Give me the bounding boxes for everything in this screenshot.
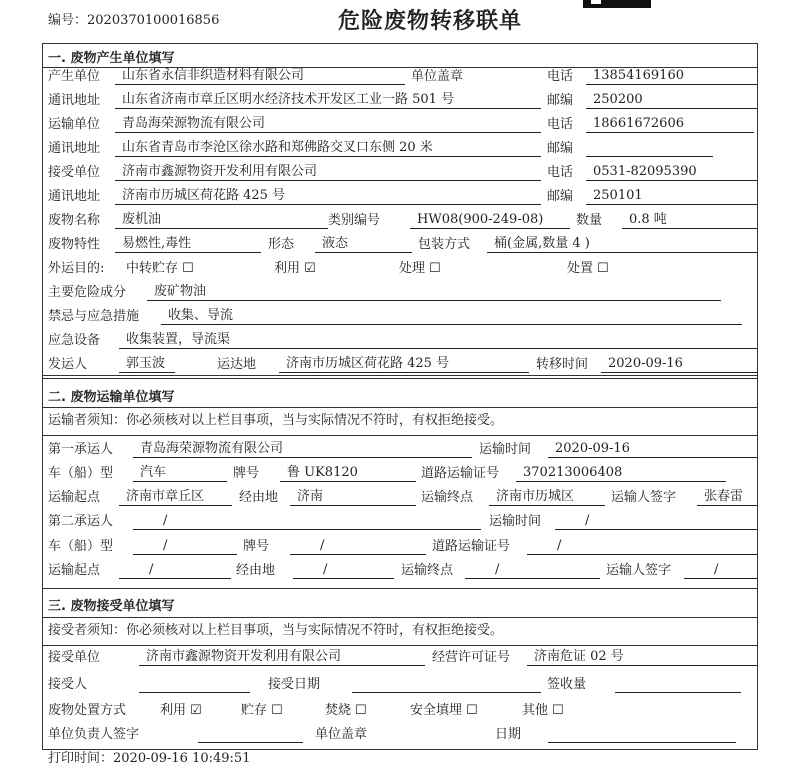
field-label: 单位盖章	[411, 69, 464, 84]
field-label: 通讯地址	[48, 189, 101, 204]
unchecked-box-icon[interactable]: ☐	[425, 261, 441, 276]
carrier-notice: 运输者须知：你必须核对以上栏目事项，当与实际情况不符时，有权拒绝接受。	[48, 413, 504, 428]
checked-box-icon[interactable]: ☑	[300, 261, 316, 276]
start2-field[interactable]: /	[119, 562, 231, 579]
section3-heading: 三. 废物接受单位填写	[48, 599, 175, 614]
field-label: 运输终点	[421, 490, 474, 505]
checkbox-label: 其他	[522, 703, 549, 718]
via2-field[interactable]: /	[293, 562, 394, 579]
checkbox-label: 焚烧	[325, 703, 352, 718]
section1-heading: 一. 废物产生单位填写	[48, 51, 175, 66]
divider	[42, 588, 758, 589]
field-label: 外运目的:	[48, 261, 105, 276]
plate2-field[interactable]: /	[290, 538, 426, 555]
checkbox-label: 处置	[567, 261, 594, 276]
receiver-postcode-field[interactable]: 250101	[586, 188, 757, 205]
field-label: 日期	[495, 727, 522, 742]
field-label: 运输人签字	[611, 490, 677, 505]
field-label: 运输人签字	[606, 563, 672, 578]
field-label: 运输时间	[489, 514, 542, 529]
field-label: 运输起点	[48, 563, 101, 578]
field-label: 邮编	[547, 189, 574, 204]
checkbox-option[interactable]	[241, 703, 283, 719]
vehicle1-field[interactable]: 汽车	[133, 465, 227, 482]
field-label: 车（船）型	[48, 466, 114, 481]
carrier-phone-field[interactable]: 18661672606	[586, 116, 754, 133]
transfer-time-field[interactable]: 2020-09-16	[601, 356, 757, 373]
unchecked-box-icon[interactable]: ☐	[548, 703, 564, 718]
field-label: 单位盖章	[315, 727, 368, 742]
divider	[42, 407, 758, 408]
field-label: 运输终点	[401, 563, 454, 578]
field-label: 类别编号	[328, 213, 381, 228]
field-label: 数量	[576, 213, 603, 228]
receiver-unit-field[interactable]: 济南市鑫源物资开发利用有限公司	[139, 649, 425, 666]
form-field[interactable]: 液态	[315, 236, 412, 253]
field-label: 电话	[547, 165, 574, 180]
unchecked-box-icon[interactable]: ☐	[178, 261, 194, 276]
waste-name-field[interactable]: 废机油	[115, 212, 328, 229]
sign-date-field[interactable]	[548, 726, 736, 743]
permit2-field[interactable]: /	[527, 538, 757, 555]
field-label: 牌号	[243, 539, 270, 554]
checkbox-label: 中转贮存	[126, 261, 179, 276]
field-label: 运达地	[217, 357, 257, 372]
qr-code	[583, 0, 651, 8]
carrier-postcode-field[interactable]	[586, 140, 713, 157]
quantity-field[interactable]: 0.8 吨	[622, 212, 757, 229]
carrier2-field[interactable]: /	[133, 513, 481, 530]
field-label: 运输单位	[48, 117, 101, 132]
field-label: 第二承运人	[48, 514, 114, 529]
end2-field[interactable]: /	[465, 562, 600, 579]
page-title: 危险废物转移联单	[338, 9, 523, 34]
field-label: 通讯地址	[48, 141, 101, 156]
checkbox-option[interactable]	[160, 703, 202, 719]
receiver-address-field[interactable]: 济南市历城区荷花路 425 号	[115, 188, 541, 205]
sign1-field[interactable]: 张春雷	[697, 489, 757, 506]
field-label: 电话	[547, 69, 574, 84]
receiver-person-field[interactable]	[139, 676, 250, 693]
field-label: 电话	[547, 117, 574, 132]
field-label: 车（船）型	[48, 539, 114, 554]
field-label: 禁忌与应急措施	[48, 309, 140, 324]
carrier-field[interactable]: 青岛海荣源物流有限公司	[115, 116, 541, 133]
checkbox-label: 安全填埋	[410, 703, 463, 718]
receiver-field[interactable]: 济南市鑫源物资开发利用有限公司	[115, 164, 541, 181]
unchecked-box-icon[interactable]: ☐	[462, 703, 478, 718]
checkbox-label: 利用	[160, 703, 187, 718]
field-label: 通讯地址	[48, 93, 101, 108]
section2-heading: 二. 废物运输单位填写	[48, 390, 175, 405]
unchecked-box-icon[interactable]: ☐	[267, 703, 283, 718]
field-label: 接受人	[48, 677, 88, 692]
field-label: 主要危险成分	[48, 285, 127, 300]
category-field[interactable]: HW08(900-249-08)	[410, 212, 570, 229]
time1-field[interactable]: 2020-09-16	[548, 441, 757, 458]
serial-number: 编号：2020370100016856	[48, 13, 220, 28]
field-label: 邮编	[547, 141, 574, 156]
checkbox-option[interactable]	[126, 261, 194, 277]
unchecked-box-icon[interactable]: ☐	[351, 703, 367, 718]
hazard-field[interactable]: 废矿物油	[147, 284, 721, 301]
sender-field[interactable]: 郭玉波	[119, 356, 175, 373]
field-label: 转移时间	[536, 357, 589, 372]
divider	[42, 378, 758, 379]
field-label: 牌号	[233, 466, 260, 481]
checked-box-icon[interactable]: ☑	[186, 703, 202, 718]
plate1-field[interactable]: 鲁 UK8120	[280, 465, 416, 482]
field-label: 接受日期	[268, 677, 321, 692]
field-label: 产生单位	[48, 69, 101, 84]
field-label: 废物名称	[48, 213, 101, 228]
field-label: 应急设备	[48, 333, 101, 348]
head-sign-field[interactable]	[198, 726, 303, 743]
carrier1-field[interactable]: 青岛海荣源物流有限公司	[133, 441, 472, 458]
field-label: 经由地	[236, 563, 276, 578]
producer-phone-field[interactable]: 13854169160	[586, 68, 757, 85]
field-label: 邮编	[547, 93, 574, 108]
checkbox-option[interactable]	[567, 261, 609, 277]
package-field[interactable]: 桶(金属,数量 4 )	[487, 236, 757, 253]
permit1-field[interactable]: 370213006408	[516, 465, 726, 482]
field-label: 第一承运人	[48, 442, 114, 457]
divider	[42, 375, 758, 376]
sign2-field[interactable]: /	[684, 562, 757, 579]
field-label: 签收量	[547, 677, 587, 692]
divider	[42, 435, 758, 436]
producer-postcode-field[interactable]: 250200	[586, 92, 757, 109]
equipment-field[interactable]: 收集装置，导流渠	[119, 332, 757, 349]
property-field[interactable]: 易燃性,毒性	[115, 236, 261, 253]
via1-field[interactable]: 济南	[290, 489, 416, 506]
print-time: 打印时间：2020-09-16 10:49:51	[48, 751, 251, 766]
receiver-notice: 接受者须知：你必须核对以上栏目事项，当与实际情况不符时，有权拒绝接受。	[48, 623, 504, 638]
vehicle2-field[interactable]: /	[133, 538, 237, 555]
destination-field[interactable]: 济南市历城区荷花路 425 号	[279, 356, 529, 373]
receiver-phone-field[interactable]: 0531-82095390	[586, 164, 757, 181]
field-label: 形态	[268, 237, 295, 252]
receive-date-field[interactable]	[352, 676, 541, 693]
received-amount-field[interactable]	[615, 676, 741, 693]
field-label: 包装方式	[418, 237, 471, 252]
measures-field[interactable]: 收集、导流	[161, 308, 742, 325]
field-label: 单位负责人签字	[48, 727, 140, 742]
checkbox-label: 处理	[399, 261, 426, 276]
checkbox-option[interactable]	[399, 261, 441, 277]
field-label: 运输时间	[479, 442, 532, 457]
end1-field[interactable]: 济南市历城区	[489, 489, 605, 506]
field-label: 经营许可证号	[432, 650, 511, 665]
carrier-address-field[interactable]: 山东省青岛市李沧区徐水路和郑佛路交叉口东侧 20 米	[115, 140, 541, 157]
producer-address-field[interactable]: 山东省济南市章丘区明水经济技术开发区工业一路 501 号	[115, 92, 541, 109]
field-label: 接受单位	[48, 650, 101, 665]
field-label: 运输起点	[48, 490, 101, 505]
checkbox-option[interactable]	[410, 703, 478, 719]
field-label: 经由地	[239, 490, 279, 505]
checkbox-label: 利用	[274, 261, 301, 276]
field-label: 道路运输证号	[421, 466, 500, 481]
field-label: 废物特性	[48, 237, 101, 252]
start1-field[interactable]: 济南市章丘区	[119, 489, 232, 506]
producer-field[interactable]: 山东省永信非织造材料有限公司	[115, 68, 405, 85]
field-label: 废物处置方式	[48, 703, 127, 718]
time2-field[interactable]: /	[555, 513, 757, 530]
divider	[42, 617, 758, 618]
checkbox-option[interactable]	[274, 261, 316, 277]
checkbox-option[interactable]	[325, 703, 367, 719]
divider	[42, 645, 758, 646]
field-label: 道路运输证号	[432, 539, 511, 554]
unchecked-box-icon[interactable]: ☐	[593, 261, 609, 276]
checkbox-label: 贮存	[241, 703, 268, 718]
license-field[interactable]: 济南危证 02 号	[527, 649, 757, 666]
checkbox-option[interactable]	[522, 703, 564, 719]
field-label: 接受单位	[48, 165, 101, 180]
field-label: 发运人	[48, 357, 88, 372]
